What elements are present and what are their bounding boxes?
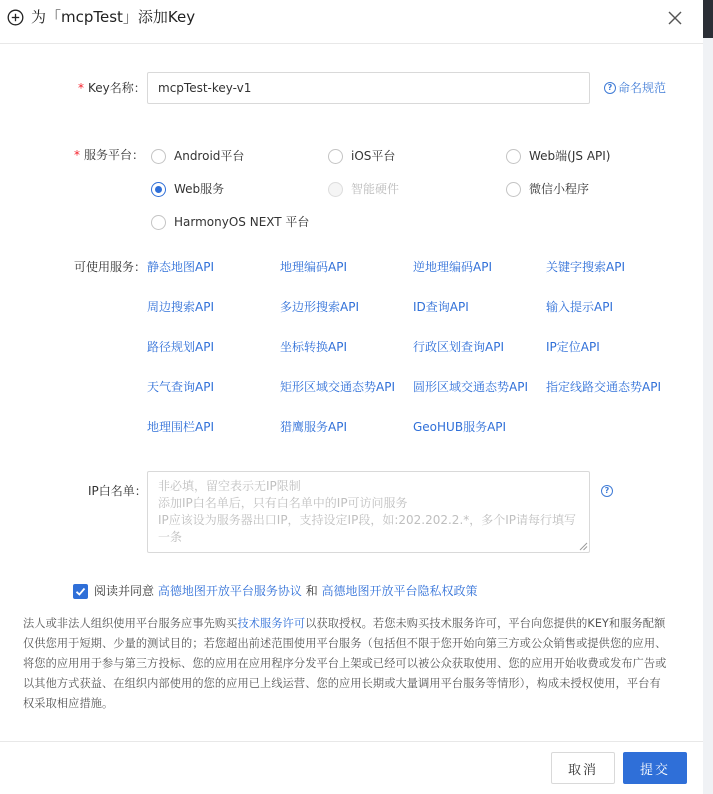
service-link[interactable]: ID查询API — [413, 300, 469, 314]
ip-whitelist-label: IP白名单： — [88, 484, 147, 498]
radio-circle — [151, 215, 166, 230]
radio-circle — [506, 149, 521, 164]
submit-button[interactable]: 提交 — [623, 752, 687, 784]
background-page-strip — [703, 0, 713, 794]
platform-label — [74, 147, 144, 163]
background-header-strip — [703, 0, 713, 38]
service-link[interactable]: 圆形区域交通态势API — [413, 380, 528, 394]
service-link[interactable]: 静态地图API — [147, 260, 214, 274]
service-link[interactable]: IP定位API — [546, 340, 600, 354]
agreement-row — [73, 583, 478, 599]
resize-grip-icon[interactable] — [578, 541, 588, 551]
service-link[interactable]: 地理围栏API — [147, 420, 214, 434]
cancel-button[interactable]: 取消 — [551, 752, 615, 784]
service-link[interactable]: 矩形区域交通态势API — [280, 380, 395, 394]
key-name-input[interactable] — [147, 72, 590, 104]
platform-label-text: 服务平台： — [84, 148, 145, 162]
service-link[interactable]: 输入提示API — [546, 300, 613, 314]
radio-label: Android平台 — [174, 149, 245, 163]
key-name-label — [78, 80, 146, 96]
radio-label: 智能硬件 — [351, 182, 400, 196]
dialog-footer — [0, 741, 703, 794]
radio-circle — [151, 149, 166, 164]
radio-ios[interactable] — [328, 148, 395, 164]
radio-circle — [328, 182, 343, 197]
service-agreement-link[interactable]: 高德地图开放平台服务协议 — [157, 584, 302, 598]
radio-android[interactable] — [151, 148, 244, 164]
agreement-prefix: 阅读并同意 — [94, 584, 155, 598]
service-link[interactable]: 关键字搜索API — [546, 260, 625, 274]
radio-harmonyos[interactable] — [151, 214, 309, 230]
radio-web-service[interactable] — [151, 181, 224, 197]
radio-label: Web端(JS API) — [529, 149, 611, 163]
service-link[interactable]: 逆地理编码API — [413, 260, 492, 274]
radio-label: Web服务 — [174, 182, 225, 196]
license-notice — [23, 614, 671, 714]
plus-circle-icon — [7, 9, 24, 26]
radio-label: HarmonyOS NEXT 平台 — [174, 215, 310, 229]
close-icon[interactable] — [666, 9, 684, 27]
radio-smart-hardware — [328, 181, 399, 197]
service-link[interactable]: GeoHUB服务API — [413, 420, 507, 434]
service-link[interactable]: 天气查询API — [147, 380, 214, 394]
service-link[interactable]: 多边形搜索API — [280, 300, 359, 314]
ip-whitelist-textarea[interactable] — [147, 471, 590, 553]
radio-circle — [151, 182, 166, 197]
notice-text: 法人或非法人组织使用平台服务应事先购买 — [23, 617, 238, 630]
radio-web-js-api[interactable] — [506, 148, 610, 164]
naming-rules-link[interactable] — [604, 81, 666, 95]
radio-circle — [506, 182, 521, 197]
key-name-label-text: Key名称： — [88, 81, 146, 95]
required-mark: * — [74, 148, 80, 162]
agreement-checkbox[interactable] — [73, 584, 88, 599]
services-label: 可使用服务： — [74, 260, 147, 274]
radio-circle — [328, 149, 343, 164]
service-link[interactable]: 行政区划查询API — [413, 340, 504, 354]
service-link[interactable]: 猎鹰服务API — [280, 420, 347, 434]
naming-rules-text: 命名规范 — [618, 81, 667, 95]
dialog-header — [0, 0, 703, 44]
service-link[interactable]: 周边搜索API — [147, 300, 214, 314]
service-link[interactable]: 指定线路交通态势API — [546, 380, 661, 394]
service-link[interactable]: 坐标转换API — [280, 340, 347, 354]
radio-wechat-miniprogram[interactable] — [506, 181, 589, 197]
dialog-title: 为「mcpTest」添加Key — [31, 8, 196, 26]
question-circle-icon[interactable]: ? — [601, 485, 613, 497]
privacy-policy-link[interactable]: 高德地图开放平台隐私权政策 — [321, 584, 478, 598]
service-link[interactable]: 路径规划API — [147, 340, 214, 354]
required-mark: * — [78, 81, 84, 95]
service-link[interactable]: 地理编码API — [280, 260, 347, 274]
agreement-and: 和 — [305, 584, 318, 598]
question-circle-icon: ? — [604, 82, 616, 94]
radio-label: iOS平台 — [351, 149, 396, 163]
check-icon — [75, 586, 86, 597]
radio-label: 微信小程序 — [529, 182, 590, 196]
notice-text: 以获取授权。若您未购买技术服务许可，平台向您提供的KEY和服务配额仅供您用于短期、少量的测试目的；若您超出前述范围使用平台服务（包括但不限于您开始向第三方或公众销售或提供您的应用、将您的应用用于参与第三方投标、您的应用在应用程序分发平台上架或已经可以被公众获取使用、您的应用开始收费或发布广告或以其他方式获益、在组织内部使用的您的应用已上线运营、您的应用长期或大量调用平台服务等情形），构成未授权使用，平台有权采取相应措施。 — [23, 617, 667, 710]
tech-service-license-link[interactable]: 技术服务许可 — [237, 617, 306, 630]
